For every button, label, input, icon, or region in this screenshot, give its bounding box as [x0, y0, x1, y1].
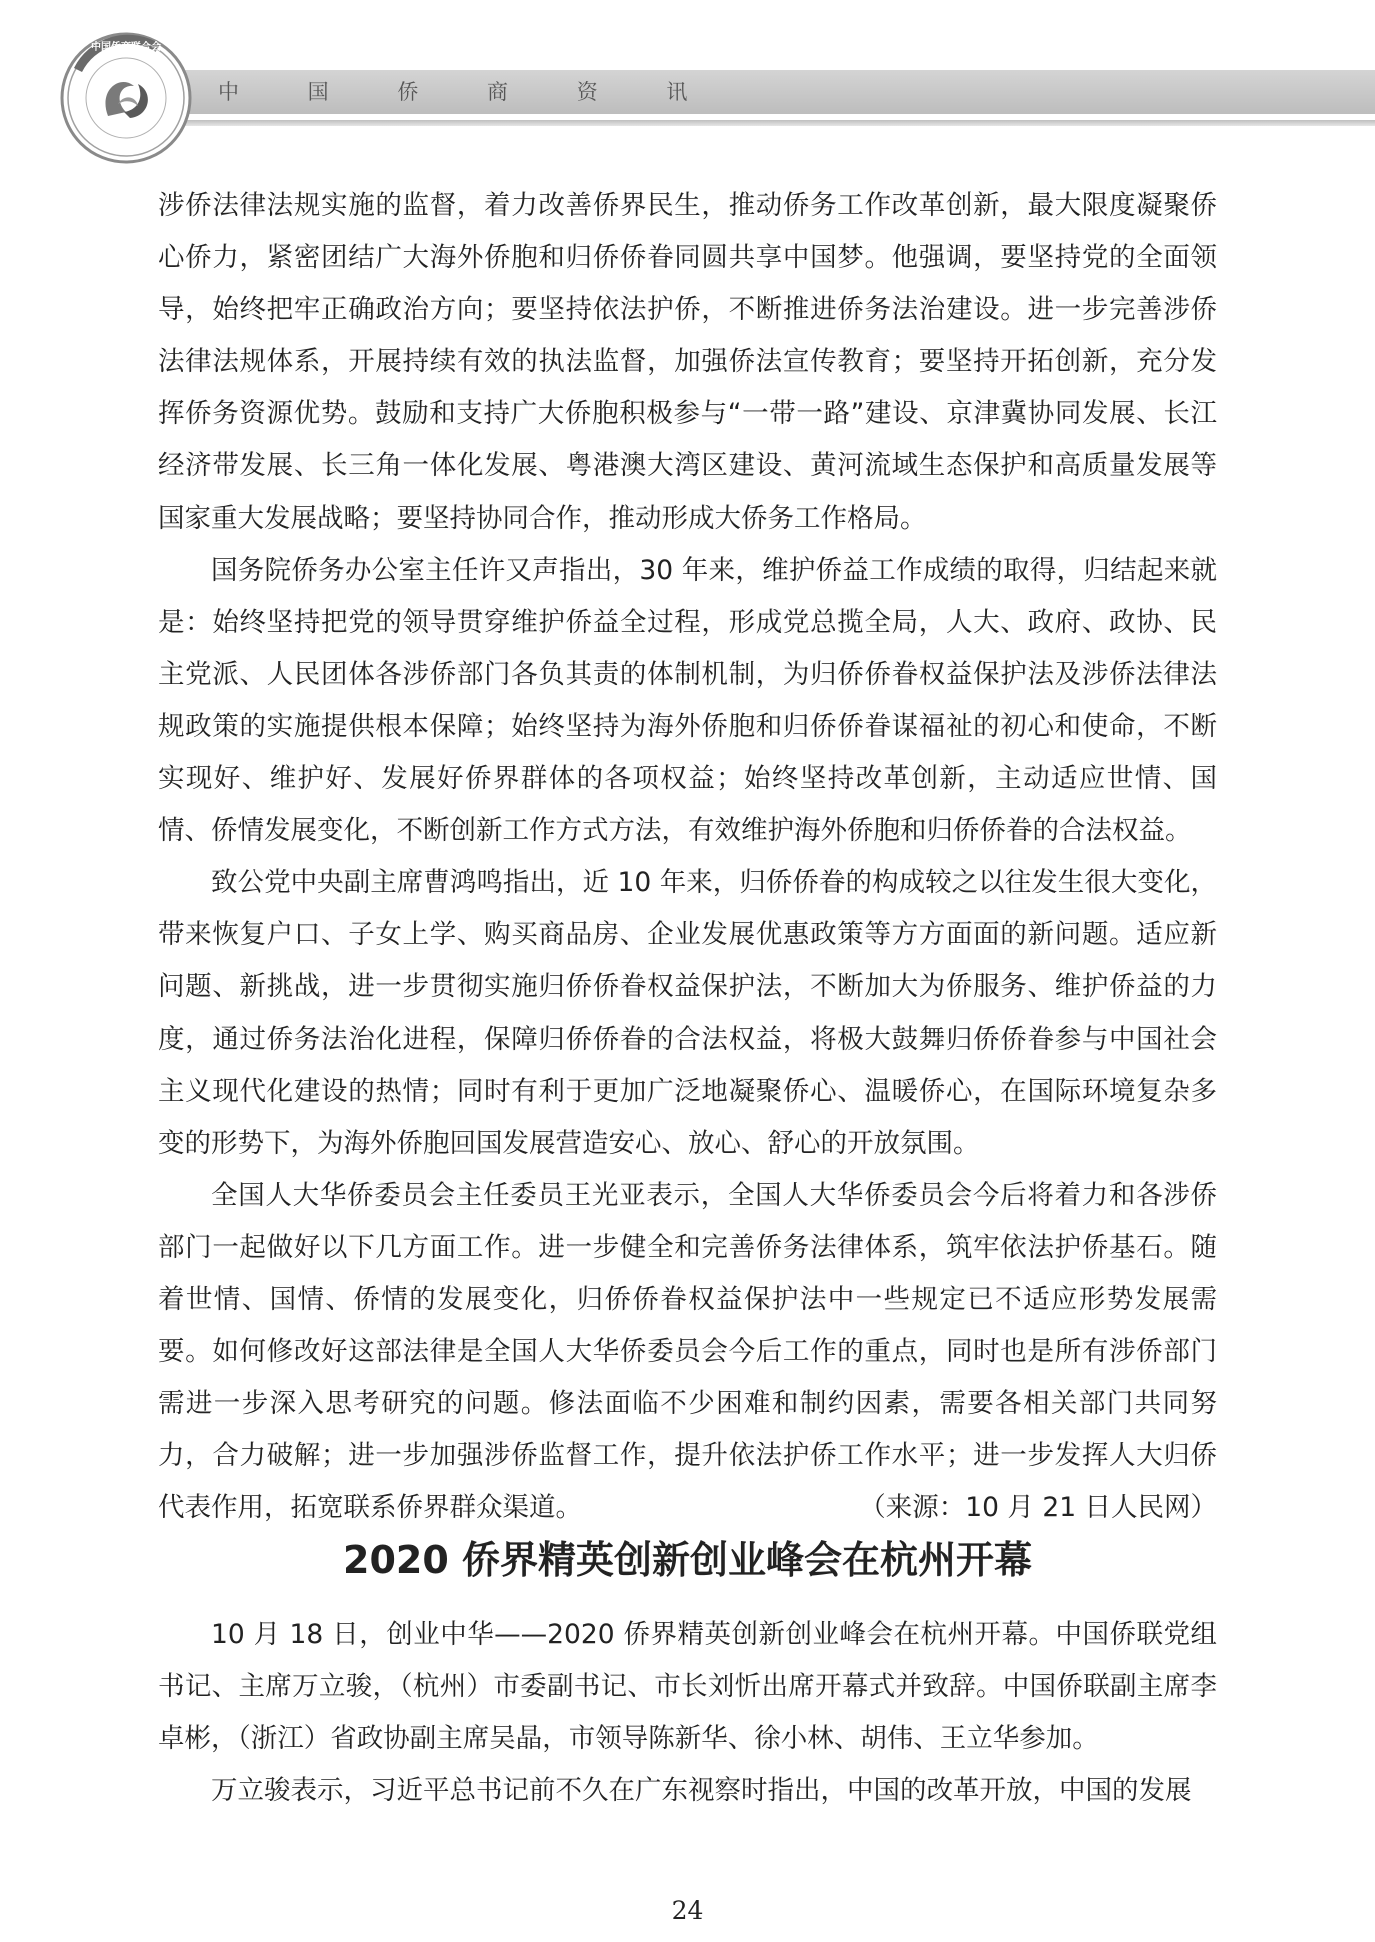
page-number: 24: [671, 1896, 704, 1925]
article-body: [158, 180, 1217, 1535]
paragraph: 致公党中央副主席曹鸿鸣指出，近 10 年来，归侨侨眷的构成较之以往发生很大变化，带来恢复户口、子女上学、购买商品房、企业发展优惠政策等方方面面的新问题。适应新问题、新挑战，进一步贯彻实施归侨侨眷权益保护法，不断加大为侨服务、维护侨益的力度，通过侨务法治化进程，保障归侨侨眷的合法权益，将极大鼓舞归侨侨眷参与中国社会主义现代化建设的热情；同时有利于更加广泛地凝聚侨心、温暖侨心，在国际环境复杂多变的形势下，为海外侨胞回国发展营造安心、放心、舒心的开放氛围。: [158, 867, 1217, 1159]
paragraph: 国务院侨务办公室主任许又声指出，30 年来，维护侨益工作成绩的取得，归结起来就是：始终坚持把党的领导贯穿维护侨益全过程，形成党总揽全局，人大、政府、政协、民主党派、人民团体各涉侨部门各负其责的体制机制，为归侨侨眷权益保护法及涉侨法律法规政策的实施提供根本保障；始终坚持为海外侨胞和归侨侨眷谋福祉的初心和使命，不断实现好、维护好、发展好侨界群体的各项权益；始终坚持改革创新，主动适应世情、国情、侨情发展变化，不断创新工作方式方法，有效维护海外侨胞和归侨侨眷的合法权益。: [158, 554, 1217, 847]
article-headline: 2020 侨界精英创新创业峰会在杭州开幕: [343, 1538, 1032, 1582]
article-body-2: [158, 1609, 1217, 1817]
paragraph: 万立骏表示，习近平总书记前不久在广东视察时指出，中国的改革开放，中国的发展: [211, 1775, 1192, 1807]
source-citation: （来源：10 月 21 日人民网）: [859, 1492, 1217, 1524]
header-title: 中 国 侨 商 资 讯: [218, 80, 719, 104]
paragraph: 涉侨法律法规实施的监督，着力改善侨界民生，推动侨务工作改革创新，最大限度凝聚侨心侨力，紧密团结广大海外侨胞和归侨侨眷同圆共享中国梦。他强调，要坚持党的全面领导，始终把牢正确政治方向；要坚持依法护侨，不断推进侨务法治建设。进一步完善涉侨法律法规体系，开展持续有效的执法监督，加强侨法宣传教育；要坚持开拓创新，充分发挥侨务资源优势。鼓励和支持广大侨胞积极参与“一带一路”建设、京津冀协同发展、长江经济带发展、长三角一体化发展、粤港澳大湾区建设、黄河流域生态保护和高质量发展等国家重大发展战略；要坚持协同合作，推动形成大侨务工作格局。: [158, 190, 1217, 534]
federation-logo-icon: [58, 30, 194, 166]
paragraph: 全国人大华侨委员会主任委员王光亚表示，全国人大华侨委员会今后将着力和各涉侨部门一起做好以下几方面工作。进一步健全和完善侨务法律体系，筑牢依法护侨基石。随着世情、国情、侨情的发展变化，归侨侨眷权益保护法中一些规定已不适应形势发展需要。如何修改好这部法律是全国人大华侨委员会今后工作的重点，同时也是所有涉侨部门需进一步深入思考研究的问题。修法面临不少困难和制约因素，需要各相关部门共同努力，合力破解；进一步加强涉侨监督工作，提升依法护侨工作水平；进一步发挥人大归侨代表作用，拓宽联系侨界群众渠道。: [158, 1179, 1217, 1524]
paragraph: 10 月 18 日，创业中华——2020 侨界精英创新创业峰会在杭州开幕。中国侨联党组书记、主席万立骏，（杭州）市委副书记、市长刘忻出席开幕式并致辞。中国侨联副主席李卓彬，（浙江）省政协副主席吴晶，市领导陈新华、徐小林、胡伟、王立华参加。: [158, 1619, 1217, 1755]
svg-text:中国侨商联合会: 中国侨商联合会: [91, 42, 161, 53]
